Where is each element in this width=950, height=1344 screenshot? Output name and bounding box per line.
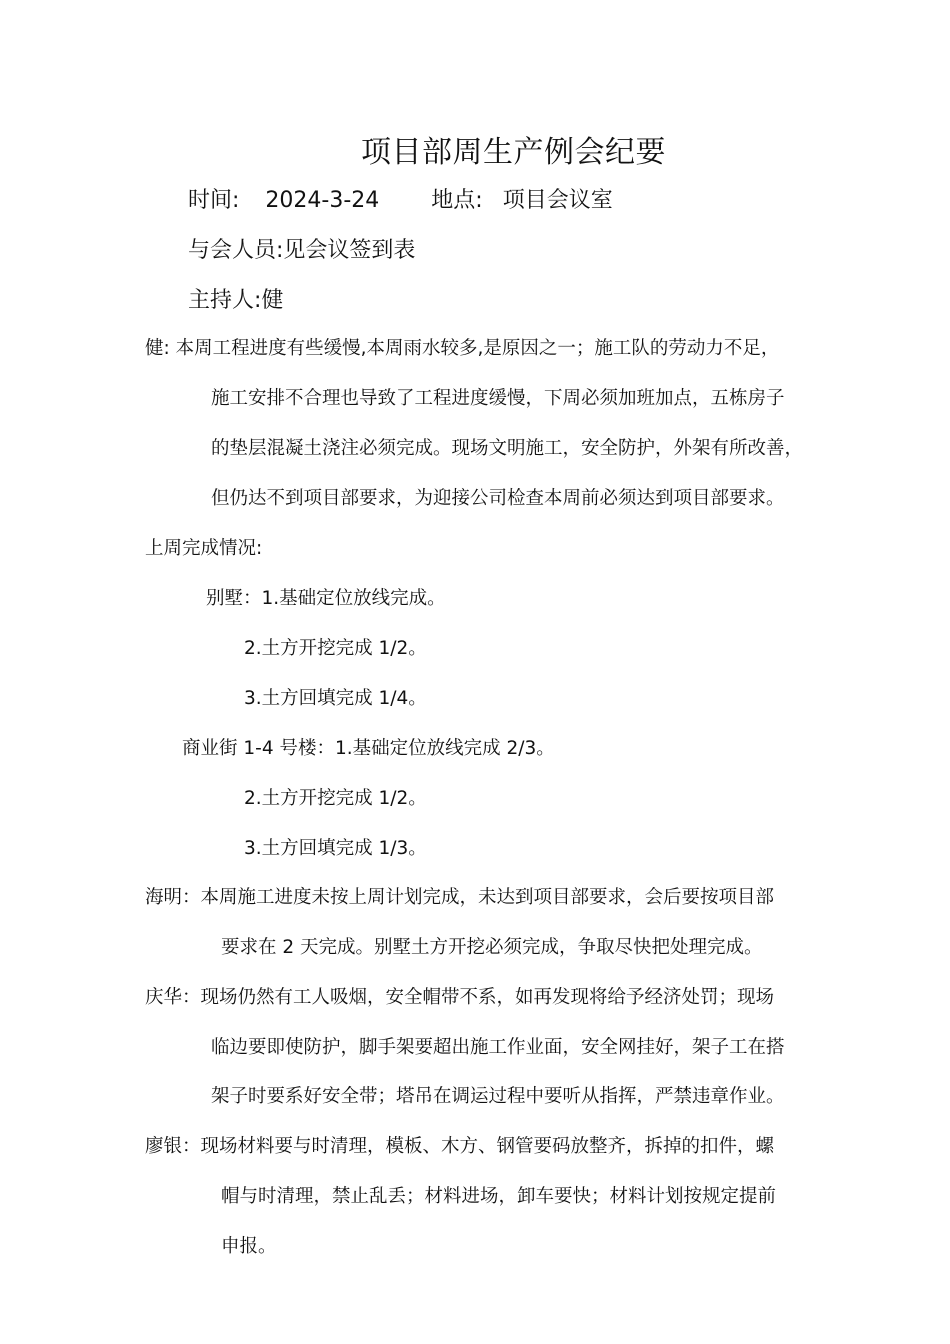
liaoyin-line-3: 申报。 (221, 1236, 277, 1257)
place-value: 项目会议室 (502, 188, 613, 213)
host-line: 主持人:健 (188, 288, 284, 313)
time-place-row (188, 183, 613, 214)
liaoyin-line-2: 帽与时清理，禁止乱丢；材料进场，卸车要快；材料计划按规定提前 (221, 1186, 777, 1207)
jian-line-1: 健: 本周工程进度有些缓慢,本周雨水较多,是原因之一；施工队的劳动力不足， (145, 338, 780, 359)
document-title: 项目部周生产例会纪要 (361, 135, 666, 170)
place-label: 地点: (431, 188, 483, 213)
villa-line-1: 别墅：1.基础定位放线完成。 (206, 588, 446, 609)
qinghua-line-1: 庆华：现场仍然有工人吸烟，安全帽带不系，如再发现将给予经济处罚；现场 (145, 987, 775, 1008)
time-value: 2024-3-24 (265, 188, 380, 213)
street-line-3: 3.土方回填完成 1/3。 (244, 838, 427, 859)
haiming-line-1: 海明：本周施工进度未按上周计划完成，未达到项目部要求，会后要按项目部 (145, 887, 775, 908)
liaoyin-line-1: 廖银：现场材料要与时清理，模板、木方、钢管要码放整齐，拆掉的扣件，螺 (145, 1136, 775, 1157)
attendees-line: 与会人员:见会议签到表 (188, 238, 416, 263)
jian-line-3: 的垫层混凝土浇注必须完成。现场文明施工，安全防护，外架有所改善， (211, 438, 804, 459)
jian-line-2: 施工安排不合理也导致了工程进度缓慢，下周必须加班加点，五栋房子 (211, 388, 785, 409)
haiming-line-2: 要求在 2 天完成。别墅土方开挖必须完成，争取尽快把处理完成。 (221, 937, 763, 958)
villa-line-3: 3.土方回填完成 1/4。 (244, 688, 427, 709)
villa-line-2: 2.土方开挖完成 1/2。 (244, 638, 427, 659)
qinghua-line-3: 架子时要系好安全带；塔吊在调运过程中要听从指挥，严禁违章作业。 (211, 1086, 785, 1107)
time-label: 时间: (188, 188, 240, 213)
last-week-heading: 上周完成情况: (145, 538, 263, 559)
qinghua-line-2: 临边要即使防护，脚手架要超出施工作业面，安全网挂好，架子工在搭 (211, 1037, 785, 1058)
street-line-2: 2.土方开挖完成 1/2。 (244, 788, 427, 809)
jian-line-4: 但仍达不到项目部要求，为迎接公司检查本周前必须达到项目部要求。 (211, 488, 785, 509)
street-line-1: 商业街 1-4 号楼：1.基础定位放线完成 2/3。 (182, 738, 555, 759)
